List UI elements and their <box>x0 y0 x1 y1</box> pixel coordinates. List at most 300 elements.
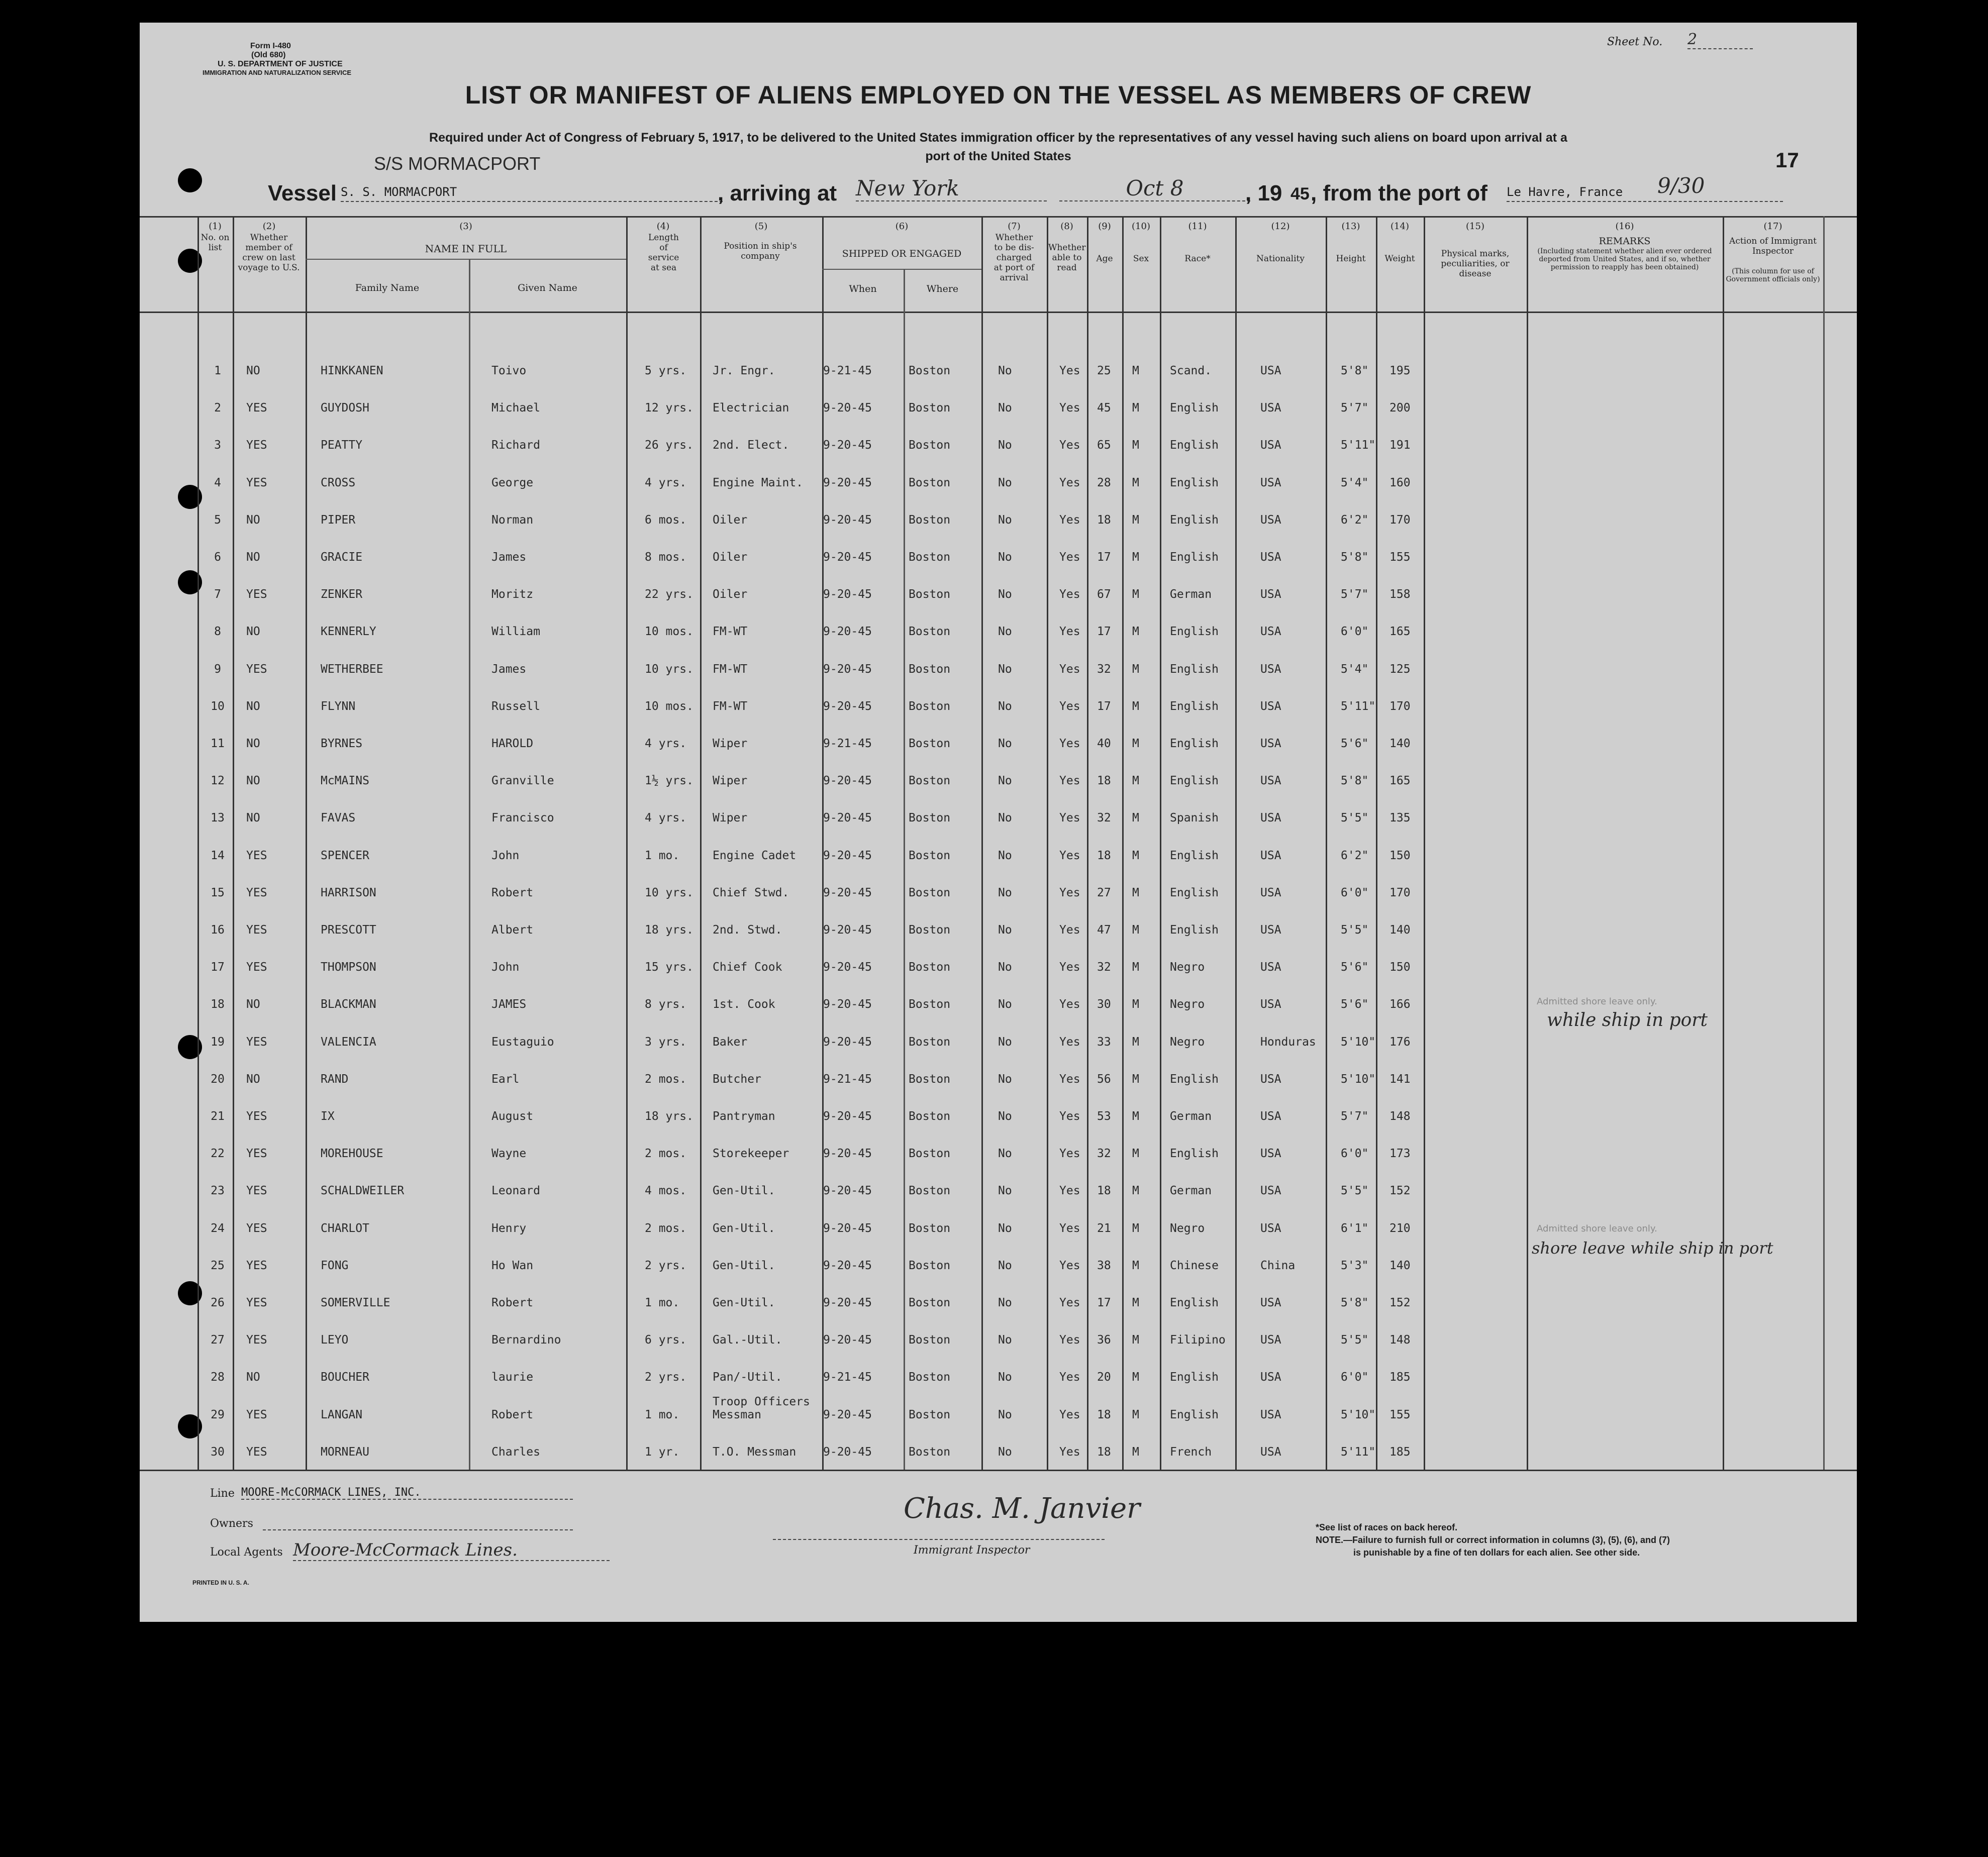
service-length: 6 mos. <box>645 513 687 527</box>
service-length: 8 yrs. <box>645 998 687 1011</box>
subtitle-line2: port of the United States <box>925 149 1071 163</box>
last-voyage: NO <box>246 811 260 825</box>
age: 17 <box>1097 625 1111 639</box>
family-name: WETHERBEE <box>321 662 383 676</box>
position: Gen-Util. <box>713 1259 775 1272</box>
last-voyage: YES <box>246 476 267 489</box>
race: English <box>1170 699 1219 713</box>
given-name: Russell <box>491 699 540 713</box>
row-number: 19 <box>211 1035 225 1049</box>
sex: M <box>1132 1296 1139 1309</box>
row-number: 7 <box>214 588 221 601</box>
able-to-read: Yes <box>1059 662 1080 676</box>
shipped-when: 9-20-45 <box>823 1184 872 1198</box>
height: 5'5" <box>1341 923 1369 937</box>
age: 67 <box>1097 588 1111 601</box>
able-to-read: Yes <box>1059 1296 1080 1309</box>
shipped-when: 9-20-45 <box>823 439 872 452</box>
sex: M <box>1132 774 1139 788</box>
vessel-name: S. S. MORMACPORT <box>341 185 723 202</box>
col-num-9: (9) <box>1098 221 1111 232</box>
race: Negro <box>1170 998 1205 1011</box>
weight: 155 <box>1389 1408 1411 1421</box>
year-suffix: 45 <box>1290 184 1310 203</box>
col-divider <box>1527 216 1528 1470</box>
weight: 140 <box>1389 1259 1411 1272</box>
family-name: FONG <box>321 1259 349 1272</box>
shipped-when: 9-20-45 <box>823 1333 872 1347</box>
family-name: SCHALDWEILER <box>321 1184 405 1198</box>
family-name: SPENCER <box>321 849 369 862</box>
race: French <box>1170 1445 1212 1459</box>
row-number: 28 <box>211 1371 225 1384</box>
form-old: (Old 680) <box>251 51 286 59</box>
row-number: 3 <box>214 439 221 452</box>
given-name: HAROLD <box>491 737 534 750</box>
row-number: 14 <box>211 849 225 862</box>
able-to-read: Yes <box>1059 737 1080 750</box>
race: English <box>1170 1072 1219 1086</box>
discharged: No <box>998 998 1012 1011</box>
shipped-where: Boston <box>909 961 951 974</box>
height: 6'0" <box>1341 1371 1369 1384</box>
able-to-read: Yes <box>1059 1221 1080 1235</box>
nationality: USA <box>1260 588 1281 601</box>
height: 5'5" <box>1341 1333 1369 1347</box>
shipped-when: 9-21-45 <box>823 1371 872 1384</box>
nationality: USA <box>1260 476 1281 489</box>
shipped-where: Boston <box>909 1371 951 1384</box>
row-number: 11 <box>211 737 225 750</box>
arriving-place: New York <box>856 176 1047 201</box>
nationality: USA <box>1260 401 1281 415</box>
service-length: 2 yrs. <box>645 1259 687 1272</box>
height: 5'7" <box>1341 401 1369 415</box>
height: 5'3" <box>1341 1259 1369 1272</box>
nationality: USA <box>1260 886 1281 899</box>
able-to-read: Yes <box>1059 625 1080 639</box>
col-head-where: Where <box>926 283 959 294</box>
col-divider <box>306 216 307 1470</box>
family-name: VALENCIA <box>321 1035 376 1049</box>
shipped-when: 9-20-45 <box>823 961 872 974</box>
shipped-where: Boston <box>909 886 951 899</box>
discharged: No <box>998 1333 1012 1347</box>
subheader-line <box>306 259 626 260</box>
last-voyage: YES <box>246 1333 267 1347</box>
family-name: IX <box>321 1110 335 1123</box>
service-length: 1 mo. <box>645 1296 680 1309</box>
able-to-read: Yes <box>1059 1035 1080 1049</box>
row-number: 12 <box>211 774 225 788</box>
family-name: FLYNN <box>321 699 356 713</box>
vessel-stamp: S/S MORMACPORT <box>374 153 541 174</box>
race: English <box>1170 1147 1219 1161</box>
able-to-read: Yes <box>1059 699 1080 713</box>
shipped-when: 9-20-45 <box>823 1147 872 1161</box>
service-length: 6 yrs. <box>645 1333 687 1347</box>
given-name: Ho Wan <box>491 1259 534 1272</box>
shipped-where: Boston <box>909 923 951 937</box>
family-name: PEATTY <box>321 439 363 452</box>
last-voyage: YES <box>246 886 267 899</box>
discharged: No <box>998 811 1012 825</box>
position: 2nd. Stwd. <box>713 923 782 937</box>
position: Wiper <box>713 811 748 825</box>
discharged: No <box>998 1184 1012 1198</box>
last-voyage: NO <box>246 998 260 1011</box>
col-num-4: (4) <box>656 221 670 232</box>
table-top-border <box>140 216 1857 218</box>
age: 30 <box>1097 998 1111 1011</box>
given-name: Bernardino <box>491 1333 561 1347</box>
table-bottom-border <box>140 1470 1857 1471</box>
discharged: No <box>998 886 1012 899</box>
family-name: SOMERVILLE <box>321 1296 390 1309</box>
service-length: 1 mo. <box>645 849 680 862</box>
row-number: 17 <box>211 961 225 974</box>
given-name: Robert <box>491 886 534 899</box>
row-number: 21 <box>211 1110 225 1123</box>
able-to-read: Yes <box>1059 588 1080 601</box>
last-voyage: YES <box>246 1035 267 1049</box>
position: Engine Cadet <box>713 849 797 862</box>
shipped-where: Boston <box>909 1296 951 1309</box>
age: 28 <box>1097 476 1111 489</box>
service-length: 12 yrs. <box>645 401 693 415</box>
last-voyage: YES <box>246 401 267 415</box>
nationality: USA <box>1260 662 1281 676</box>
shipped-where: Boston <box>909 1110 951 1123</box>
given-name: Michael <box>491 401 540 415</box>
subtitle-line1: Required under Act of Congress of February 5, 1917, to be delivered to the United States immigration officer by the representatives of any vessel having such aliens on board upon arrival at a <box>429 131 1567 145</box>
given-name: Norman <box>491 513 534 527</box>
weight: 200 <box>1389 401 1411 415</box>
last-voyage: YES <box>246 923 267 937</box>
race: English <box>1170 662 1219 676</box>
given-name: Robert <box>491 1408 534 1421</box>
inspector-line <box>773 1539 1105 1540</box>
family-name: MORNEAU <box>321 1445 369 1459</box>
last-voyage: YES <box>246 1259 267 1272</box>
last-voyage: YES <box>246 1445 267 1459</box>
race: English <box>1170 476 1219 489</box>
age: 56 <box>1097 1072 1111 1086</box>
sex: M <box>1132 1371 1139 1384</box>
service-length: 4 mos. <box>645 1184 687 1198</box>
col-num-5: (5) <box>754 221 768 232</box>
height: 5'10" <box>1341 1072 1376 1086</box>
age: 18 <box>1097 1184 1111 1198</box>
service-length: 18 yrs. <box>645 1110 693 1123</box>
last-voyage: YES <box>246 1408 267 1421</box>
given-name: Toivo <box>491 364 527 377</box>
col-num-11: (11) <box>1188 221 1207 232</box>
service-length: 10 mos. <box>645 625 693 639</box>
service-length: 1½ yrs. <box>645 774 693 788</box>
shipped-when: 9-20-45 <box>823 699 872 713</box>
family-name: HINKKANEN <box>321 364 383 377</box>
col-head-shipped: SHIPPED OR ENGAGED <box>842 248 962 259</box>
weight: 185 <box>1389 1445 1411 1459</box>
given-name: August <box>491 1110 534 1123</box>
discharged: No <box>998 476 1012 489</box>
col-head-nationality: Nationality <box>1256 254 1305 264</box>
family-name: CROSS <box>321 476 356 489</box>
nationality: USA <box>1260 811 1281 825</box>
col-num-8: (8) <box>1060 221 1073 232</box>
col-head-remarks-note: (Including statement whether alien ever ordered deported from United States, and if so, whether permission to reapply has been obtained) <box>1537 247 1712 271</box>
row-number: 30 <box>211 1445 225 1459</box>
age: 18 <box>1097 513 1111 527</box>
age: 32 <box>1097 811 1111 825</box>
position: Oiler <box>713 513 748 527</box>
remark-row25-hand: shore leave while ship in port <box>1532 1239 1773 1258</box>
nationality: USA <box>1260 551 1281 564</box>
service: IMMIGRATION AND NATURALIZATION SERVICE <box>203 69 352 76</box>
family-name: THOMPSON <box>321 961 376 974</box>
sex: M <box>1132 811 1139 825</box>
nationality: USA <box>1260 1072 1281 1086</box>
age: 53 <box>1097 1110 1111 1123</box>
age: 32 <box>1097 1147 1111 1161</box>
given-name: William <box>491 625 540 639</box>
service-length: 5 yrs. <box>645 364 687 377</box>
discharged: No <box>998 588 1012 601</box>
sex: M <box>1132 1147 1139 1161</box>
service-length: 2 mos. <box>645 1072 687 1086</box>
able-to-read: Yes <box>1059 1445 1080 1459</box>
col-divider <box>197 216 199 1470</box>
race: English <box>1170 625 1219 639</box>
weight: 170 <box>1389 513 1411 527</box>
discharged: No <box>998 961 1012 974</box>
col-divider <box>1087 216 1088 1470</box>
sex: M <box>1132 1184 1139 1198</box>
age: 33 <box>1097 1035 1111 1049</box>
nationality: Honduras <box>1260 1035 1316 1049</box>
race: English <box>1170 1296 1219 1309</box>
family-name: PRESCOTT <box>321 923 376 937</box>
shipped-when: 9-20-45 <box>823 1296 872 1309</box>
last-voyage: YES <box>246 1147 267 1161</box>
shipped-where: Boston <box>909 1072 951 1086</box>
shipped-where: Boston <box>909 551 951 564</box>
service-length: 26 yrs. <box>645 439 693 452</box>
nationality: USA <box>1260 513 1281 527</box>
shipped-where: Boston <box>909 998 951 1011</box>
sex: M <box>1132 1259 1139 1272</box>
col-divider <box>1823 216 1825 1470</box>
position: Wiper <box>713 774 748 788</box>
inspector-signature: Chas. M. Janvier <box>904 1492 1140 1525</box>
family-name: LEYO <box>321 1333 349 1347</box>
shipped-where: Boston <box>909 811 951 825</box>
footer-line-value: MOORE-McCORMACK LINES, INC. <box>241 1486 573 1500</box>
shipped-where: Boston <box>909 1408 951 1421</box>
height: 5'10" <box>1341 1408 1376 1421</box>
shipped-where: Boston <box>909 439 951 452</box>
weight: 170 <box>1389 886 1411 899</box>
remark-row19-hand: while ship in port <box>1547 1010 1708 1030</box>
last-voyage: NO <box>246 699 260 713</box>
printed-in: PRINTED IN U. S. A. <box>192 1579 249 1586</box>
shipped-where: Boston <box>909 699 951 713</box>
able-to-read: Yes <box>1059 1072 1080 1086</box>
shipped-when: 9-20-45 <box>823 476 872 489</box>
col-head-given: Given Name <box>518 282 577 293</box>
footer-owners-value <box>263 1517 573 1530</box>
shipped-where: Boston <box>909 1035 951 1049</box>
last-voyage: NO <box>246 1371 260 1384</box>
position: Storekeeper <box>713 1147 789 1161</box>
height: 5'4" <box>1341 476 1369 489</box>
height: 5'8" <box>1341 551 1369 564</box>
shipped-where: Boston <box>909 662 951 676</box>
sex: M <box>1132 513 1139 527</box>
discharged: No <box>998 439 1012 452</box>
age: 65 <box>1097 439 1111 452</box>
able-to-read: Yes <box>1059 998 1080 1011</box>
age: 45 <box>1097 401 1111 415</box>
position: Gen-Util. <box>713 1221 775 1235</box>
given-name: Wayne <box>491 1147 527 1161</box>
height: 5'8" <box>1341 1296 1369 1309</box>
family-name: PIPER <box>321 513 356 527</box>
nationality: USA <box>1260 961 1281 974</box>
last-voyage: YES <box>246 1296 267 1309</box>
family-name: ZENKER <box>321 588 363 601</box>
col-divider <box>626 216 628 1470</box>
from-label: , from the port of <box>1311 181 1487 205</box>
shipped-where: Boston <box>909 588 951 601</box>
weight: 135 <box>1389 811 1411 825</box>
col-head-read: Whether able to read <box>1048 243 1086 273</box>
shipped-when: 9-20-45 <box>823 1445 872 1459</box>
position: Engine Maint. <box>713 476 804 489</box>
given-name: Moritz <box>491 588 534 601</box>
height: 5'6" <box>1341 998 1369 1011</box>
race: Negro <box>1170 961 1205 974</box>
race: English <box>1170 849 1219 862</box>
family-name: KENNERLY <box>321 625 376 639</box>
col-divider <box>1235 216 1237 1470</box>
discharged: No <box>998 1296 1012 1309</box>
weight: 152 <box>1389 1184 1411 1198</box>
shipped-when: 9-20-45 <box>823 401 872 415</box>
vessel-label: Vessel <box>268 181 337 205</box>
race: English <box>1170 737 1219 750</box>
service-length: 1 yr. <box>645 1445 680 1459</box>
last-voyage: NO <box>246 364 260 377</box>
arriving-date: Oct 8 <box>1059 176 1250 201</box>
nationality: USA <box>1260 364 1281 377</box>
nationality: USA <box>1260 923 1281 937</box>
able-to-read: Yes <box>1059 1259 1080 1272</box>
height: 6'1" <box>1341 1221 1369 1235</box>
shipped-when: 9-20-45 <box>823 1408 872 1421</box>
service-length: 4 yrs. <box>645 476 687 489</box>
position: Butcher <box>713 1072 761 1086</box>
sex: M <box>1132 961 1139 974</box>
family-name: HARRISON <box>321 886 376 899</box>
given-name: Henry <box>491 1221 527 1235</box>
service-length: 4 yrs. <box>645 811 687 825</box>
race: English <box>1170 1371 1219 1384</box>
position: FM-WT <box>713 699 748 713</box>
given-name: laurie <box>491 1371 534 1384</box>
position: FM-WT <box>713 625 748 639</box>
sex: M <box>1132 1035 1139 1049</box>
service-length: 8 mos. <box>645 551 687 564</box>
weight: 176 <box>1389 1035 1411 1049</box>
discharged: No <box>998 364 1012 377</box>
last-voyage: NO <box>246 551 260 564</box>
last-voyage: YES <box>246 849 267 862</box>
position: Troop Officers Messman <box>713 1395 810 1421</box>
position: Oiler <box>713 551 748 564</box>
position: Gen-Util. <box>713 1184 775 1198</box>
service-length: 10 mos. <box>645 699 693 713</box>
sex: M <box>1132 1445 1139 1459</box>
col-head-age: Age <box>1096 254 1113 264</box>
race: Filipino <box>1170 1333 1226 1347</box>
shipped-where: Boston <box>909 364 951 377</box>
height: 5'6" <box>1341 737 1369 750</box>
col-divider <box>1424 216 1425 1470</box>
service-length: 2 mos. <box>645 1147 687 1161</box>
arriving-label: , arriving at <box>718 181 837 205</box>
age: 36 <box>1097 1333 1111 1347</box>
shipped-where: Boston <box>909 1147 951 1161</box>
height: 5'10" <box>1341 1035 1376 1049</box>
weight: 150 <box>1389 961 1411 974</box>
height: 5'8" <box>1341 774 1369 788</box>
col-divider <box>904 269 905 1470</box>
row-number: 5 <box>214 513 221 527</box>
discharged: No <box>998 737 1012 750</box>
given-name: Francisco <box>491 811 554 825</box>
age: 18 <box>1097 1408 1111 1421</box>
service-length: 2 mos. <box>645 1221 687 1235</box>
race: English <box>1170 401 1219 415</box>
shipped-where: Boston <box>909 1445 951 1459</box>
manifest-sheet <box>140 23 1857 1622</box>
able-to-read: Yes <box>1059 961 1080 974</box>
from-port: Le Havre, France <box>1507 185 1783 202</box>
weight: 173 <box>1389 1147 1411 1161</box>
weight: 140 <box>1389 923 1411 937</box>
col-num-14: (14) <box>1390 221 1409 232</box>
given-name: Richard <box>491 439 540 452</box>
footer-note2: NOTE.—Failure to furnish full or correct information in columns (3), (5), (6), and (7) <box>1316 1535 1670 1545</box>
age: 47 <box>1097 923 1111 937</box>
row-number: 22 <box>211 1147 225 1161</box>
family-name: BYRNES <box>321 737 363 750</box>
col-divider <box>981 216 983 1470</box>
sex: M <box>1132 625 1139 639</box>
able-to-read: Yes <box>1059 1147 1080 1161</box>
position: 1st. Cook <box>713 998 775 1011</box>
footer-line-label: Line <box>210 1487 235 1500</box>
race: English <box>1170 886 1219 899</box>
nationality: USA <box>1260 1371 1281 1384</box>
discharged: No <box>998 1147 1012 1161</box>
weight: 125 <box>1389 662 1411 676</box>
shipped-where: Boston <box>909 513 951 527</box>
weight: 155 <box>1389 551 1411 564</box>
col-num-17: (17) <box>1763 221 1782 232</box>
